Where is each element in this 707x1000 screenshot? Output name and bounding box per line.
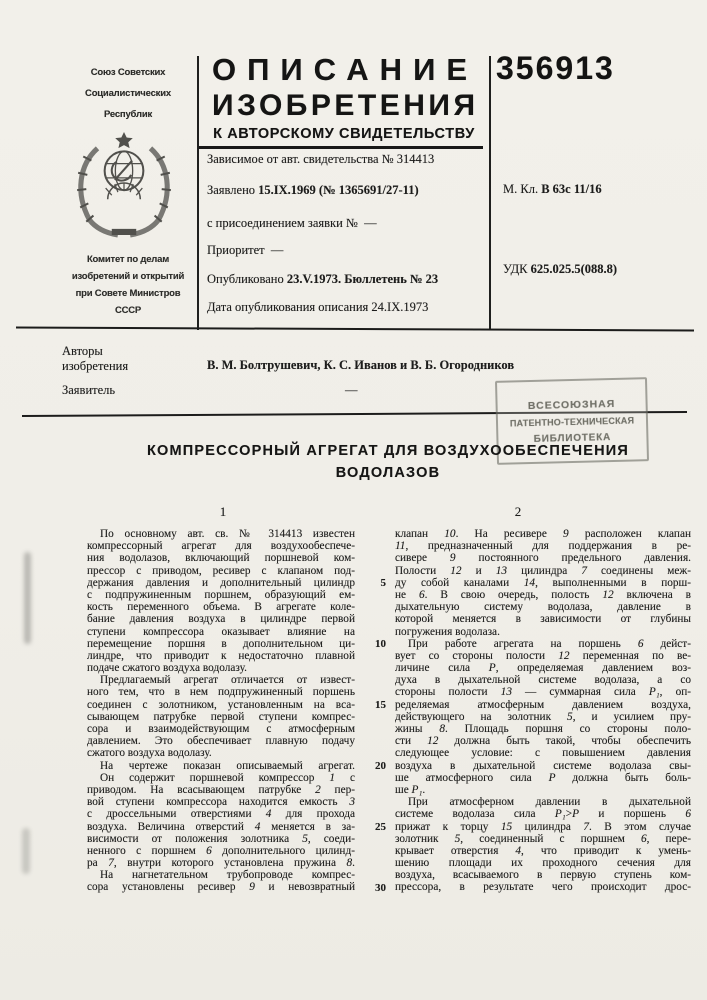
gutter-line-number: 15: [375, 698, 386, 711]
publisher-line: Республик: [103, 109, 153, 120]
field-filed: Заявлено 15.IX.1969 (№ 1365691/27-11): [207, 183, 419, 197]
gutter-line-number: 25: [375, 820, 386, 833]
body-line: На нагнетательном трубопроводе компрес-: [100, 869, 355, 882]
field-dependent-certificate: Зависимое от авт. свидетельства № 314413: [207, 152, 435, 166]
body-line: золотник 5, соединенный с поршнем 6, пере-: [395, 832, 691, 845]
body-line: сжатого воздуха водолазу.: [87, 747, 212, 760]
heading-izobreteniya: ИЗОБРЕТЕНИЯ: [212, 89, 479, 122]
body-line: давлением. Это обеспечивает плавную подачу: [87, 735, 355, 748]
field-joined-application: с присоединением заявки № —: [207, 216, 377, 230]
applicant-value: —: [345, 383, 358, 397]
body-paragraph: [395, 528, 691, 638]
publisher-line: Социалистических: [85, 88, 171, 99]
body-line: клапан 10. На ресивере 9 расположен клапан: [395, 528, 691, 540]
body-line: воздуха, всасываемого в первую ступень ком-: [395, 869, 691, 882]
invention-title-line-2: ВОДОЛАЗОВ: [335, 465, 441, 481]
body-line: линдре, что приводит к недостаточно плавной: [87, 649, 355, 662]
line-number-gutter: [357, 528, 386, 893]
gutter-line-number: 10: [375, 637, 386, 650]
body-paragraph: [87, 760, 355, 772]
body-line: действующего на золотник 5, и усилием пру-: [395, 710, 691, 723]
field-published: Опубликовано 23.V.1973. Бюллетень № 23: [207, 272, 439, 286]
body-line: Полости 12 и 13 цилиндра 7 соединены меж-: [395, 564, 691, 577]
applicant-label: Заявитель: [62, 383, 116, 397]
body-line: с дроссельными отверстиями 4 для прохода: [87, 808, 355, 821]
body-line: При работе агрегата на поршень 6 дейст-: [408, 637, 691, 650]
body-line: ра 7, внутри которого установлена пружина 8.: [87, 857, 355, 870]
body-line: прессор с приводом, ресивер с клапаном под-: [87, 564, 355, 577]
column-2-marker: 2: [514, 504, 522, 519]
body-line: воздуха в дыхательной системе водолаза свы-: [395, 759, 691, 772]
stamp-line: ВСЕСОЮЗНАЯ: [527, 397, 616, 412]
body-line: сти 12 должна быть такой, чтобы обеспечить: [395, 735, 691, 748]
body-line: подаче сжатого воздуха водолазу.: [87, 662, 247, 675]
body-line: ределяемая атмосферным давлением воздуха,: [395, 698, 691, 711]
body-line: соединен с золотником, установленным на вса-: [87, 698, 355, 711]
body-line: жины 8. Площадь поршня со стороны поло-: [395, 723, 691, 735]
body-column-2: [395, 528, 691, 894]
body-line: ше атмосферного сила P должна быть боль-: [395, 771, 691, 784]
body-line: шению площади их проходного сечения для: [395, 857, 691, 870]
body-line: стороны полости 13 — суммарная сила P₁, оп-: [395, 686, 691, 699]
body-line: следующее условие: с повышением давления: [395, 747, 691, 760]
body-line: сывающем патрубке первой ступени компрес-: [87, 710, 355, 723]
body-line: бание давления воздуха в цилиндре первой: [87, 613, 355, 626]
body-line: системе водолаза сила P₁>P и поршень 6: [395, 808, 691, 821]
body-line: не 6. В свою очередь, полость 12 включена в: [395, 588, 691, 601]
field-publication-date: Дата опубликования описания 24.IX.1973: [207, 300, 429, 314]
committee-line: СССР: [114, 305, 142, 316]
body-line: ного тем, что в нем подпружиненный поршень: [87, 686, 355, 699]
column-1-marker: 1: [219, 504, 227, 519]
body-line: висимости от положения золотника 5, соеди-: [87, 832, 355, 845]
classification-udk: УДК 625.025.5(088.8): [503, 262, 618, 276]
body-line: На чертеже показан описываемый агрегат.: [100, 759, 355, 772]
body-line: 11, предназначенный для поддержания в ре-: [395, 540, 691, 553]
body-line: ду собой каналами 14, выполненными в порш-: [395, 576, 691, 589]
body-paragraph: [395, 638, 691, 796]
body-line: вует со стороны полости 12 переменная по ве-: [395, 649, 691, 662]
committee-line: Комитет по делам: [86, 254, 170, 265]
body-column-1: [87, 528, 355, 894]
body-line: перемещение поршня в дополнительном ци-: [87, 637, 355, 650]
body-line: кость переменного объема. В агрегате коле-: [87, 601, 355, 614]
body-line: сора установлены ресивер 9 и невозвратный: [87, 881, 355, 894]
body-line: погружения водолаза.: [395, 625, 500, 638]
body-line: ступени компрессора оказывает влияние на: [87, 625, 355, 638]
body-paragraph: [87, 528, 355, 674]
body-line: компрессорный агрегат для воздухообеспече-: [87, 540, 355, 553]
body-line: сивере 9 постоянного предельного давления.: [395, 552, 691, 565]
gutter-line-number: 5: [380, 576, 386, 589]
body-line: сора и взаимодействующим с атмосферным: [87, 723, 355, 735]
scan-smudge: [22, 828, 30, 874]
body-line: личине сила P, определяемая давлением воз-: [395, 662, 691, 675]
stamp-line: БИБЛИОТЕКА: [533, 431, 612, 445]
authors-label: Авторы изобретения: [62, 344, 129, 373]
field-priority: Приоритет —: [207, 243, 284, 257]
document-type-heading: [199, 52, 489, 149]
body-line: При атмосферном давлении в дыхательной: [408, 796, 691, 809]
classification-mkl: М. Кл. В 63с 11/16: [503, 182, 602, 196]
gutter-line-number: 20: [375, 759, 386, 772]
horizontal-rule-top: [16, 327, 694, 332]
body-line: Он содержит поршневой компрессор 1 с: [100, 771, 355, 784]
publisher-block: [55, 62, 201, 125]
body-line: ненного с поршнем 6 дополнительного цилинд-: [87, 844, 355, 857]
body-paragraph: [87, 772, 355, 870]
committee-line: при Совете Министров: [75, 288, 181, 299]
invention-title: [85, 440, 691, 484]
body-line: которой меняется в зависимости от глубины: [395, 613, 691, 626]
body-line: с подпружиненным поршнем, образующий ем-: [87, 588, 355, 601]
heading-underline: [199, 146, 483, 149]
body-line: дыхательную систему водолаза, давление в: [395, 601, 691, 614]
gutter-line-number: 30: [375, 881, 386, 894]
vertical-divider-right: [489, 56, 491, 330]
heading-opisanie: ОПИСАНИЕ: [212, 52, 479, 87]
body-paragraph: [87, 674, 355, 759]
body-paragraph: [395, 796, 691, 894]
body-line: прижат к торцу 15 цилиндра 7. В этом случае: [395, 820, 691, 833]
body-line: крывает отверстия 4, что приводит к умень-: [395, 844, 691, 857]
stamp-line: ПАТЕНТНО-ТЕХНИЧЕСКАЯ: [509, 414, 635, 429]
body-line: По основному авт. св. № 314413 известен: [100, 528, 355, 540]
body-line: ния водолазов, включающий поршневой ком-: [87, 552, 355, 565]
body-line: воздуха. Величина отверстий 4 меняется в за-: [87, 820, 355, 833]
body-line: прессора, в результате чего происходит дрос-: [395, 881, 691, 894]
invention-title-line-1: КОМПРЕССОРНЫЙ АГРЕГАТ ДЛЯ ВОЗДУХООБЕСПЕЧЕНИЯ: [146, 443, 630, 459]
body-line: держания давления и дополнительный цилиндр: [87, 576, 355, 589]
body-line: духа в дыхательной системе водолаза, а со: [395, 674, 691, 687]
body-line: Предлагаемый агрегат отличается от извест-: [100, 674, 355, 687]
authors-value: В. М. Болтрушевич, К. С. Иванов и В. Б. Огородников: [207, 358, 515, 372]
ussr-coat-of-arms-icon: [66, 130, 182, 238]
heading-certificate: К АВТОРСКОМУ СВИДЕТЕЛЬСТВУ: [213, 126, 475, 142]
scan-smudge: [24, 552, 31, 644]
body-line: ше P₁.: [395, 783, 426, 796]
committee-block: [48, 251, 208, 319]
body-paragraph: [87, 869, 355, 893]
body-line: приводом. На всасывающем патрубке 2 пер-: [87, 783, 355, 796]
committee-line: изобретений и открытий: [71, 271, 185, 282]
body-line: вой ступени компрессора находится емкость 3: [87, 796, 355, 809]
patent-number: 356913: [496, 50, 615, 86]
publisher-line: Союз Советских: [90, 67, 166, 78]
